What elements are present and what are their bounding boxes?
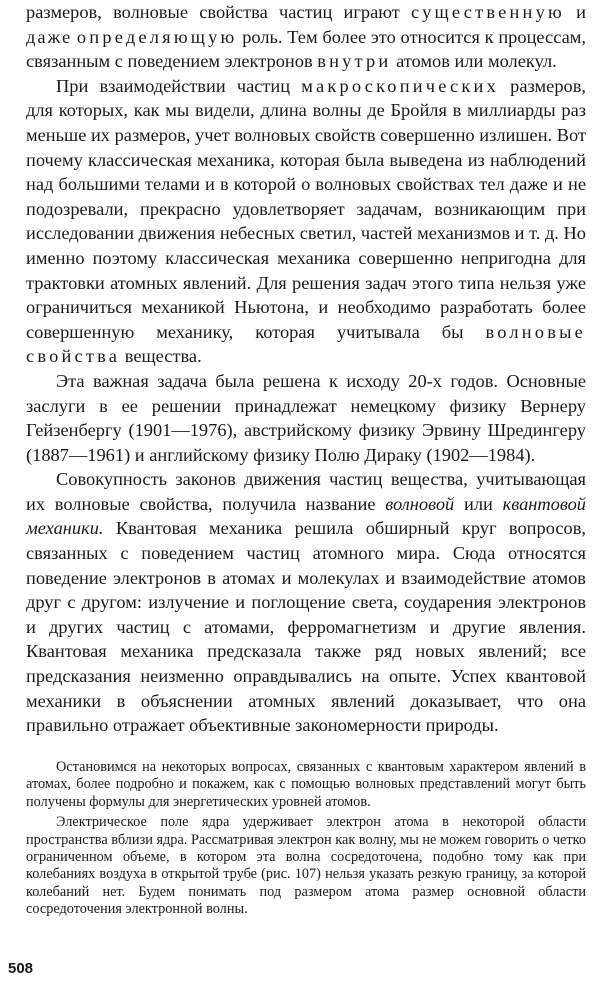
spaced-emphasis: существенную: [411, 2, 565, 22]
text-run: или: [454, 493, 503, 514]
paragraph-1: [26, 0, 586, 74]
text-run: и: [564, 2, 586, 22]
spaced-emphasis: определяющую: [76, 26, 238, 47]
small-paragraph-1: Остановимся на некоторых вопросах, связанных с квантовым характером явлений в атомах, более подробно и покажем, как с помощью волновых представлений могут быть получены формулы для энергетических уровней атомов.: [26, 759, 586, 810]
paragraph-3: Эта важная задача была решена к исходу 20-х годов. Основные заслуги в ее решении принадлежат немецкому физику Вернеру Гейзенбергу (1901—1976), австрийскому физику Эрвину Шредингеру (1887—1961) и английскому физику Полю Дираку (1902—1984).: [26, 370, 586, 465]
small-print-text: [26, 759, 586, 922]
text-run: размеров, для которых, как мы видели, длина волны де Бройля в миллиарды раз меньше их размеров, учет волновых свойств совершенно излишен. Вот почему классическая механика, которая была выведена из наблюдений над большими телами и в которой о волновых свойствах тел даже и не подозревали, прекрасно удовлетворяет задачам, возникающим при исследовании движения небесных светил, частей механизмов и т. д. Но именно поэтому классическая механика совершенно непригодна для трактовки атомных явлений. Для решения задач этого типа нельзя уже ограничиться механикой Ньютона, и необходимо разработать более совершенную механику, которая учитывала бы: [26, 75, 586, 342]
spaced-emphasis: волновые свойства: [26, 321, 586, 367]
text-run: размеров, волновые свойства частиц играют: [26, 2, 412, 22]
italic-term: квантовой механики.: [26, 493, 586, 539]
text-run: Квантовая механика решила обширный круг вопросов, связанных с поведением частиц атомного мира. Сюда относятся поведение электронов в атомах и молекулах и взаимодействие атомов друг с другом: излучение и поглощение света, соударения электронов и других частиц с атомами, ферромагнетизм и другие явления. Квантовая механика предсказала также ряд новых явлений; все предсказания неизменно оправдывались на опыте. Успех квантовой механики в объяснении атомных явлений доказывает, что она правильно отражает объективные закономерности природы.: [26, 518, 586, 736]
main-text: [26, 0, 586, 738]
small-paragraph-2: Электрическое поле ядра удерживает электрон атома в некоторой области пространства вблизи ядра. Рассматривая электрон как волну, мы не можем говорить о четко ограниченном объеме, в котором эта волна сосредоточена, подобно тому как при колебаниях воздуха в открытой трубе (рис. 107) нельзя указать резкую границу, за которой колебаний нет. Будем понимать под размером атома размер основной области сосредоточения электронной волны.: [26, 814, 586, 918]
italic-term: волновой: [385, 493, 455, 514]
spaced-emphasis: макроскопических: [301, 75, 499, 96]
text-run: Совокупность законов движения частиц вещества, учитывающая их волновые свойства, получила название: [26, 469, 586, 514]
text-run: вещества.: [120, 346, 202, 367]
page-number: 508: [8, 960, 34, 977]
spaced-emphasis: даже: [26, 26, 73, 47]
text-run: атомов или молекул.: [391, 51, 557, 72]
text-run: При взаимодействии частиц: [56, 75, 302, 96]
spaced-emphasis: внутри: [317, 51, 392, 72]
paragraph-2: [26, 74, 586, 369]
paragraph-4: [26, 467, 586, 738]
text-run: роль. Тем более это относится к процессам, связанным с поведением электронов: [26, 26, 586, 72]
